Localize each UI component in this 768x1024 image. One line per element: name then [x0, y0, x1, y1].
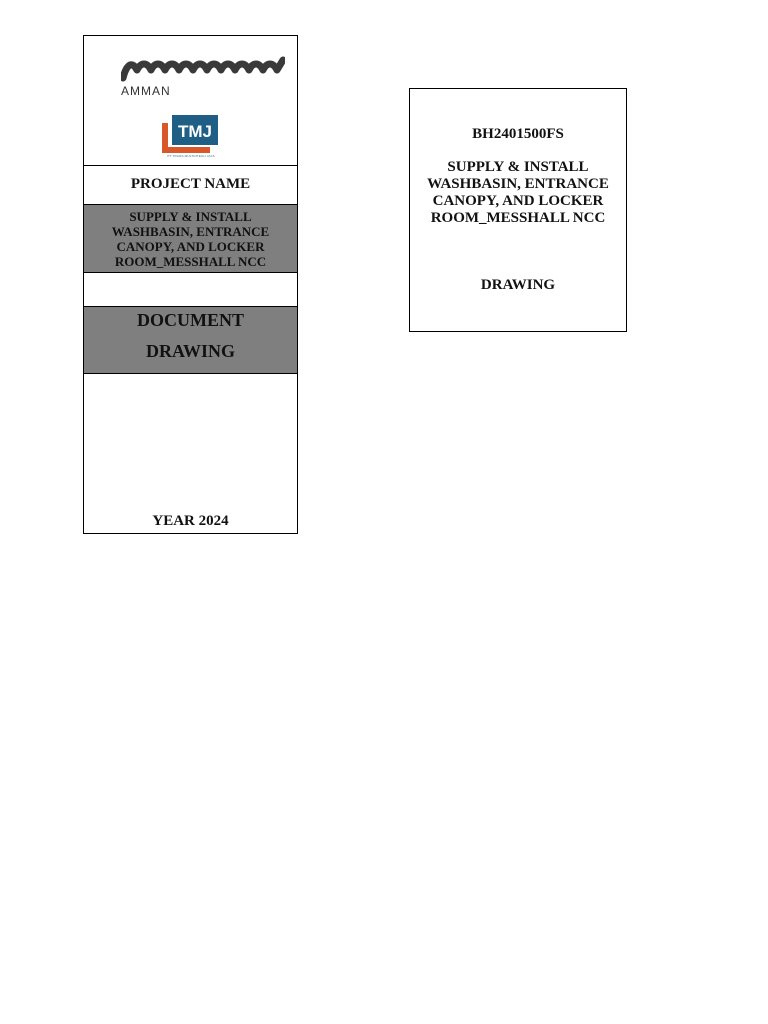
document-row — [84, 307, 297, 374]
blank-row — [84, 273, 297, 307]
front-label — [409, 88, 627, 332]
project-name-row — [84, 165, 297, 205]
project-name-label: PROJECT NAME — [130, 176, 251, 192]
logo-area — [84, 36, 297, 166]
project-code: BH2401500FS — [472, 126, 564, 142]
year-label: YEAR 2024 — [152, 513, 229, 529]
front-document-type: DRAWING — [480, 277, 556, 293]
document-label: DOCUMENT — [137, 310, 244, 330]
tmj-logo-icon — [162, 115, 220, 159]
svg-text:TMJ: TMJ — [178, 122, 212, 141]
document-type: DRAWING — [145, 341, 235, 361]
amman-wordmark: AMMAN — [121, 84, 171, 98]
tmj-subtitle: PT TRANS MULTINTECH JAYA — [167, 154, 215, 158]
project-title-row — [84, 205, 297, 273]
spine-label — [83, 35, 298, 534]
project-title: SUPPLY & INSTALL WASHBASIN, ENTRANCE CANOPY, AND LOCKER ROOM_MESSHALL NCC — [111, 208, 270, 269]
front-project-title: SUPPLY & INSTALL WASHBASIN, ENTRANCE CANOPY, AND LOCKER ROOM_MESSHALL NCC — [427, 159, 609, 226]
